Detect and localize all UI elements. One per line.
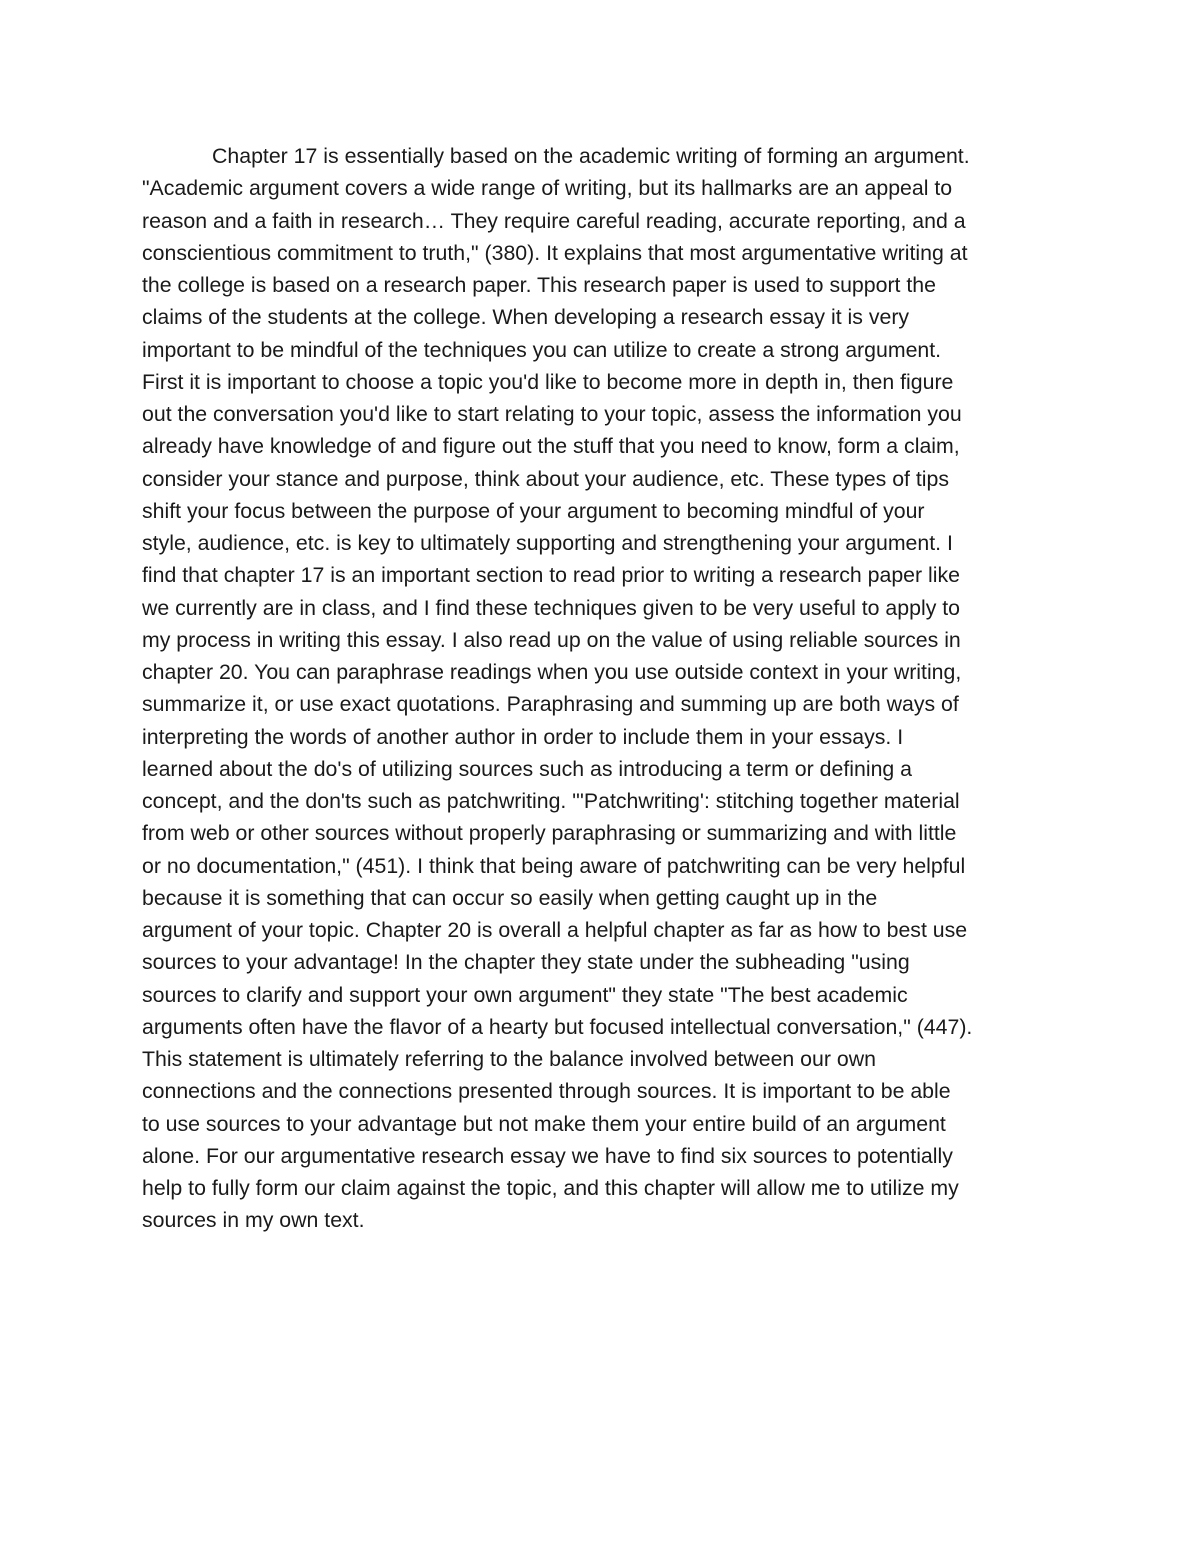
paragraph-line: Chapter 17 is essentially based on the academic writing of forming an argument.: [212, 144, 970, 168]
body-paragraph: [142, 140, 1082, 1237]
paragraph-line: interpreting the words of another author in order to include them in your essays. I: [142, 724, 904, 749]
paragraph-line: consider your stance and purpose, think about your audience, etc. These types of tips: [142, 466, 950, 491]
paragraph-line: from web or other sources without properly paraphrasing or summarizing and with little: [142, 821, 957, 846]
paragraph-line: First it is important to choose a topic you'd like to become more in depth in, then figure: [142, 369, 954, 394]
paragraph-line: help to fully form our claim against the topic, and this chapter will allow me to utilize my: [142, 1176, 959, 1200]
paragraph-line: sources in my own text.: [142, 1208, 365, 1233]
paragraph-line: connections and the connections presented through sources. It is important to be able: [142, 1079, 951, 1104]
paragraph-line: we currently are in class, and I find these techniques given to be very useful to apply to: [142, 595, 961, 620]
paragraph-line: arguments often have the flavor of a hearty but focused intellectual conversation," (447).: [142, 1014, 973, 1039]
paragraph-line: learned about the do's of utilizing sources such as introducing a term or defining a: [142, 756, 913, 781]
paragraph-line: to use sources to your advantage but not make them your entire build of an argument: [142, 1111, 946, 1136]
paragraph-line: out the conversation you'd like to start relating to your topic, assess the information you: [142, 402, 962, 426]
paragraph-line: because it is something that can occur so easily when getting caught up in the: [142, 885, 878, 910]
paragraph-line: This statement is ultimately referring to the balance involved between our own: [142, 1047, 876, 1071]
paragraph-line: summarize it, or use exact quotations. Paraphrasing and summing up are both ways of: [142, 692, 959, 717]
paragraph-line: claims of the students at the college. When developing a research essay it is very: [142, 305, 910, 330]
paragraph-line: my process in writing this essay. I also read up on the value of using reliable sources in: [142, 627, 961, 652]
paragraph-line: find that chapter 17 is an important section to read prior to writing a research paper like: [142, 563, 960, 588]
paragraph-line: reason and a faith in research… They require careful reading, accurate reporting, and a: [142, 208, 966, 233]
paragraph-line: chapter 20. You can paraphrase readings when you use outside context in your writing,: [142, 660, 962, 684]
paragraph-line: or no documentation," (451). I think that being aware of patchwriting can be very helpful: [142, 853, 966, 878]
paragraph-line: sources to clarify and support your own argument" they state "The best academic: [142, 982, 908, 1007]
paragraph-line: style, audience, etc. is key to ultimately supporting and strengthening your argument. I: [142, 531, 953, 555]
paragraph-line: concept, and the don'ts such as patchwriting. "'Patchwriting': stitching together material: [142, 789, 960, 813]
paragraph-line: argument of your topic. Chapter 20 is overall a helpful chapter as far as how to best use: [142, 918, 968, 942]
paragraph-line: "Academic argument covers a wide range of writing, but its hallmarks are an appeal to: [142, 176, 953, 201]
paragraph-line: shift your focus between the purpose of your argument to becoming mindful of your: [142, 498, 925, 523]
paragraph-line: alone. For our argumentative research essay we have to find six sources to potentially: [142, 1143, 953, 1168]
paragraph-line: important to be mindful of the techniques you can utilize to create a strong argument.: [142, 337, 942, 362]
paragraph-line: sources to your advantage! In the chapter they state under the subheading "using: [142, 950, 910, 975]
paragraph-line: the college is based on a research paper. This research paper is used to support the: [142, 273, 936, 297]
paragraph-line: already have knowledge of and figure out the stuff that you need to know, form a claim,: [142, 434, 960, 459]
paragraph-line: conscientious commitment to truth," (380). It explains that most argumentative writing at: [142, 240, 968, 265]
